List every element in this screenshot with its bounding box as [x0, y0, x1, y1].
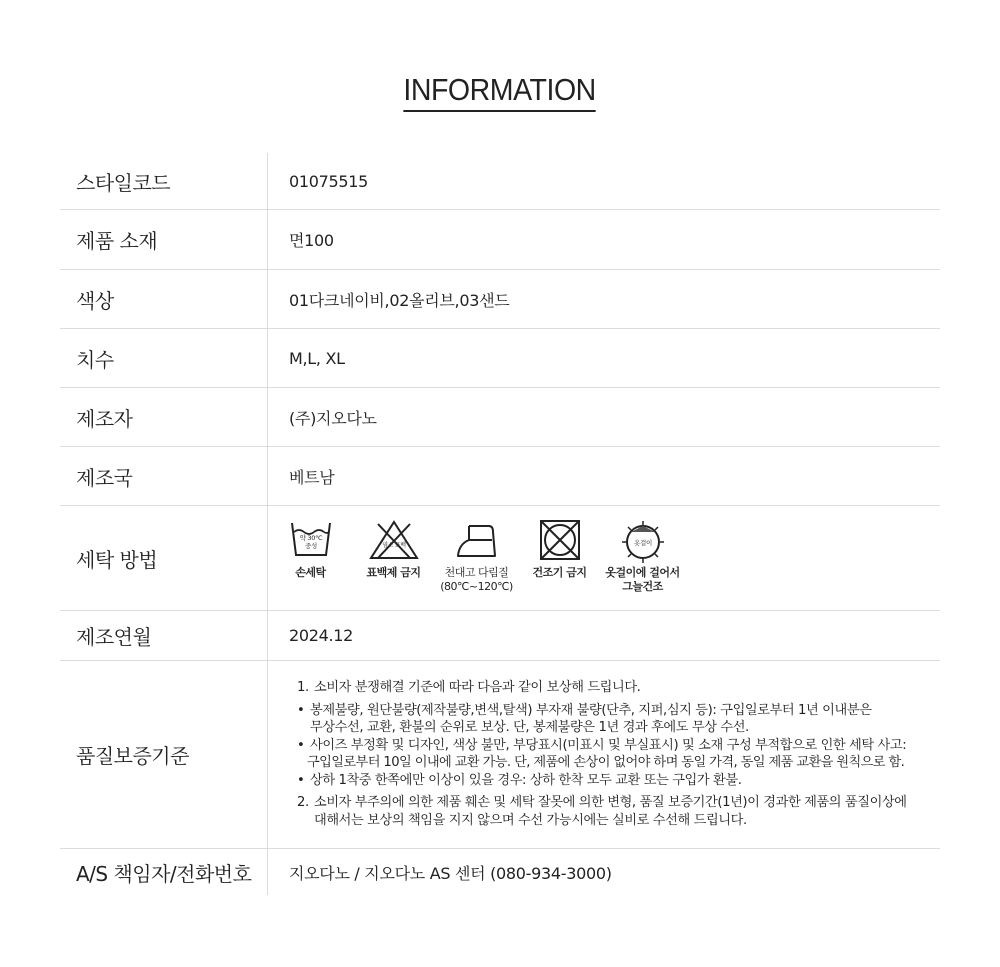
- note-2-line-2: 대해서는 보상의 책임을 지지 않으며 수선 가능시에는 실비로 수선해 드립니다.: [314, 812, 747, 828]
- bullet-2-line-2: 구입일로부터 10일 이내에 교환 가능. 단, 제품에 손상이 없어야 하며 동일 가격, 동일 제품 교환을 원칙으로 함.: [307, 755, 905, 770]
- size-label: 치수: [60, 329, 268, 387]
- bullet-1-line-1: 봉제불량, 원단불량(제작불량,변색,탈색) 부자재 불량(단추, 지퍼,심지 등): 구입일로부터 1년 이내분은: [310, 702, 872, 718]
- warranty-notes: [268, 661, 940, 848]
- hand-wash-label: 손세탁: [295, 566, 326, 579]
- iron-icon: [455, 520, 499, 560]
- care-item-hand-wash: [269, 520, 352, 580]
- row-material: [60, 210, 940, 270]
- care-item-hang-dry: [601, 520, 684, 594]
- bullet-2-dot: •: [297, 737, 305, 753]
- size-value: M,L, XL: [289, 348, 345, 368]
- hand-wash-icon: [289, 520, 333, 560]
- country-label: 제조국: [60, 447, 268, 505]
- care-icons: [268, 506, 940, 610]
- bullet-1: [297, 702, 940, 720]
- hang-dry-shade-icon: [619, 520, 667, 564]
- style-code-label: 스타일코드: [60, 153, 268, 209]
- bullet-3: [297, 772, 940, 790]
- color-value: 01다크네이비,02올리브,03샌드: [289, 290, 510, 310]
- as-label: A/S 책임자/전화번호: [60, 849, 268, 895]
- warranty-note-1: [297, 679, 940, 697]
- washing-label: 세탁 방법: [60, 506, 268, 610]
- color-label: 색상: [60, 270, 268, 328]
- iron-label: 천대고 다림질 (80℃~120℃): [440, 566, 513, 593]
- warranty-bullets: [297, 702, 940, 790]
- row-style-code: [60, 153, 940, 210]
- bullet-2-line-1: 사이즈 부정확 및 디자인, 색상 불만, 부당표시(미표시 및 부실표시) 및 소재 구성 부적합으로 인한 세탁 사고:: [310, 737, 907, 753]
- row-country: [60, 447, 940, 506]
- warranty-note-2: [297, 794, 940, 812]
- page-title: INFORMATION: [404, 72, 596, 112]
- row-maker: [60, 388, 940, 447]
- hang-dry-label: 옷걸이에 걸어서 그늘건조: [605, 566, 680, 593]
- note-2-number: 2.: [297, 795, 309, 810]
- maker-label: 제조자: [60, 388, 268, 446]
- note-1-number: 1.: [297, 680, 309, 695]
- row-warranty: [60, 661, 940, 849]
- bullet-1-line-2: 무상수선, 교환, 환불의 순위로 보상. 단, 봉제불량은 1년 경과 후에도 무상 수선.: [310, 720, 749, 735]
- warranty-label: 품질보증기준: [60, 661, 268, 848]
- hand-wash-temp: 약 30°C 중성: [299, 534, 322, 550]
- row-color: [60, 270, 940, 329]
- care-item-iron: [435, 520, 518, 594]
- as-value: 지오다노 / 지오다노 AS 센터 (080-934-3000): [289, 863, 612, 883]
- care-item-no-bleach: [352, 520, 435, 580]
- bullet-1-dot: •: [297, 702, 305, 718]
- row-as: [60, 849, 940, 895]
- no-bleach-inner: 염소 표백: [381, 542, 406, 549]
- date-value: 2024.12: [289, 626, 354, 645]
- material-value: 면100: [289, 231, 334, 250]
- row-washing: [60, 506, 940, 611]
- note-1-text: 소비자 분쟁해결 기준에 따라 다음과 같이 보상해 드립니다.: [314, 680, 641, 695]
- bullet-3-dot: •: [297, 772, 305, 788]
- country-value: 베트남: [289, 467, 335, 487]
- care-item-no-dryer: [518, 520, 601, 580]
- no-bleach-icon: [369, 520, 419, 560]
- no-bleach-label: 표백제 금지: [366, 566, 421, 579]
- material-label: 제품 소재: [60, 210, 268, 269]
- row-date: [60, 611, 940, 661]
- bullet-2: [297, 737, 940, 755]
- bullet-3-text: 상하 1착중 한쪽에만 이상이 있을 경우: 상하 한착 모두 교환 또는 구입가 환불.: [310, 772, 742, 788]
- no-dryer-label: 건조기 금지: [532, 566, 587, 579]
- hang-dry-inner: 옷걸이: [633, 539, 652, 547]
- date-label: 제조연월: [60, 611, 268, 660]
- no-tumble-dry-icon: [538, 520, 582, 560]
- product-info-table: [60, 153, 940, 895]
- style-code-value: 01075515: [289, 171, 369, 191]
- note-2-line-1: 소비자 부주의에 의한 제품 훼손 및 세탁 잘못에 의한 변형, 품질 보증기간(1년)이 경과한 제품의 품질이상에: [314, 795, 907, 810]
- row-size: [60, 329, 940, 388]
- maker-value: (주)지오다노: [289, 408, 377, 428]
- page-title-wrap: [0, 72, 1000, 112]
